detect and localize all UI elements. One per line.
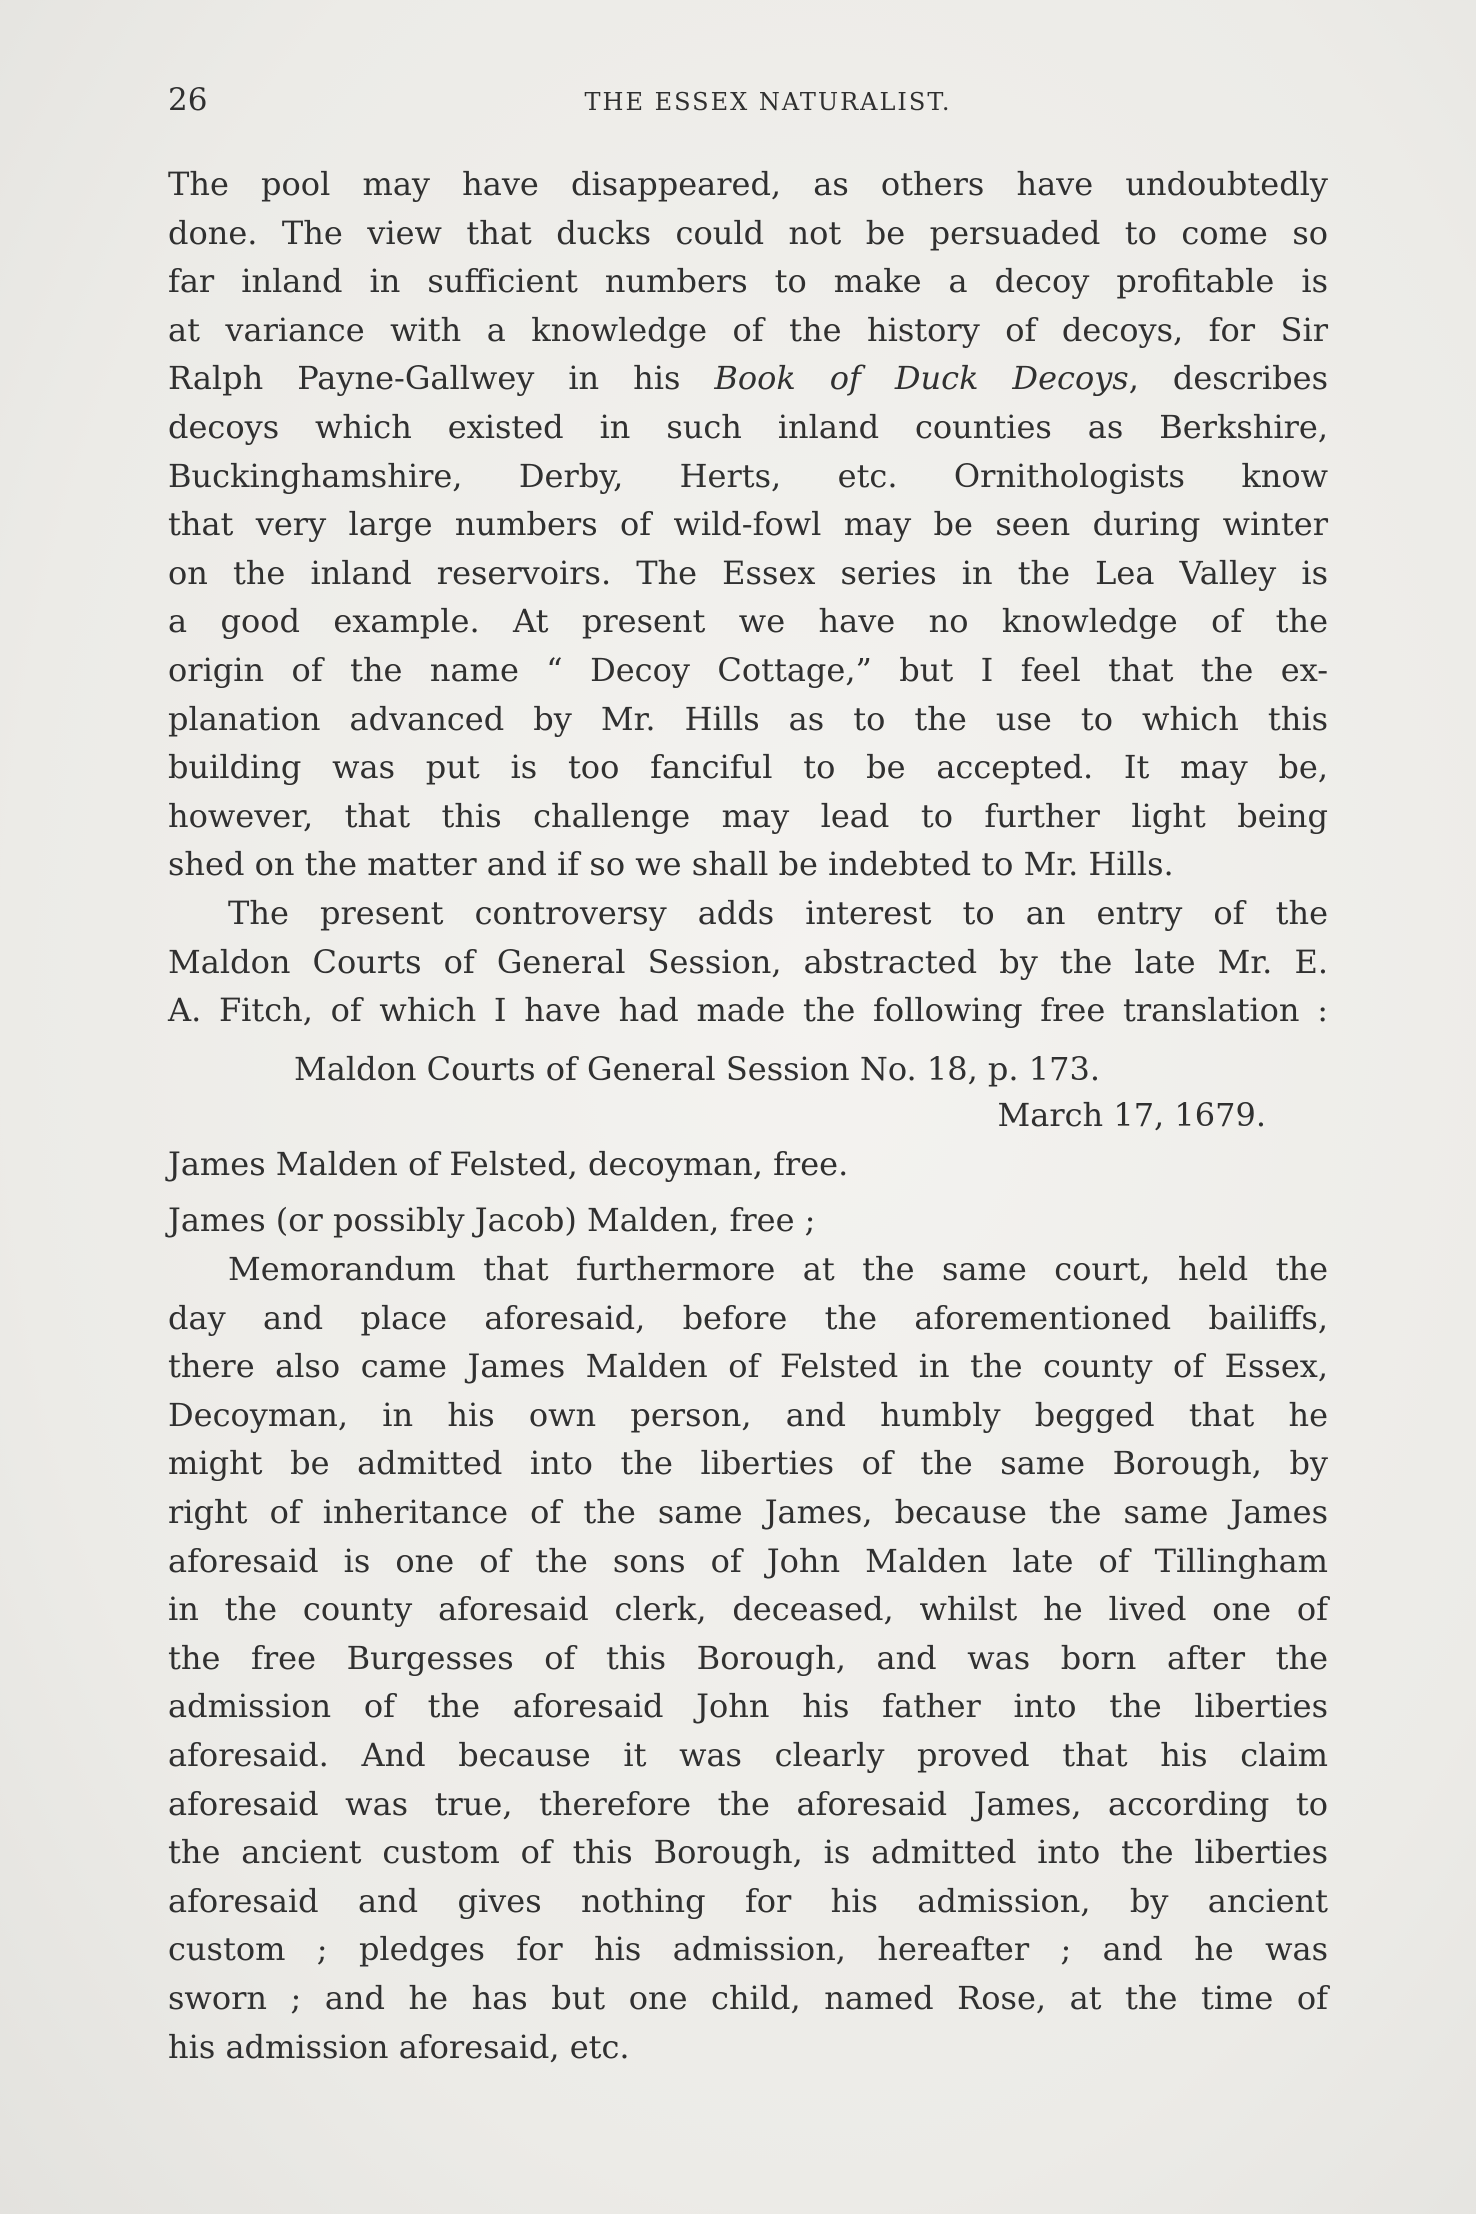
text-line: Buckinghamshire, Derby, Herts, etc. Ornithologists know	[168, 456, 1328, 495]
text-line: Maldon Courts of General Session, abstracted by the late Mr. E.	[168, 942, 1328, 981]
text-line: in the county aforesaid clerk, deceased, whilst he lived one of	[168, 1590, 1328, 1629]
paragraph-1	[168, 160, 1328, 889]
text-line: a good example. At present we have no knowledge of the	[168, 602, 1328, 641]
record-date: March 17, 1679.	[997, 1096, 1266, 1135]
text-line: done. The view that ducks could not be persuaded to come so	[168, 213, 1328, 252]
spacer	[168, 1035, 1328, 1045]
text-line: The present controversy adds interest to an entry of the	[228, 893, 1328, 932]
text-line: admission of the aforesaid John his father into the liberties	[168, 1687, 1328, 1726]
text-line: aforesaid was true, therefore the aforesaid James, according to	[168, 1784, 1328, 1823]
text-line: his admission aforesaid, etc.	[168, 2027, 630, 2066]
text-segment: Ralph Payne-Gallwey in his	[168, 359, 715, 398]
record-entry-1: James Malden of Felsted, decoyman, free.	[168, 1144, 849, 1183]
text-line: aforesaid is one of the sons of John Malden late of Tillingham	[168, 1541, 1328, 1580]
text-line: there also came James Malden of Felsted in the county of Essex,	[168, 1347, 1328, 1386]
record-reference: Maldon Courts of General Session No. 18, p. 173.	[294, 1049, 1100, 1088]
text-line: building was put is too fanciful to be accepted. It may be,	[168, 748, 1328, 787]
text-line: far inland in sufficient numbers to make a decoy profitable is	[168, 262, 1328, 301]
record-entry-2: James (or possibly Jacob) Malden, free ;	[168, 1201, 816, 1240]
spacer	[168, 1188, 1328, 1196]
text-line: sworn ; and he has but one child, named Rose, at the time of	[168, 1978, 1328, 2017]
text-line: however, that this challenge may lead to further light being	[168, 796, 1328, 835]
text-line: might be admitted into the liberties of the same Borough, by	[168, 1444, 1328, 1483]
text-line: at variance with a knowledge of the history of decoys, for Sir	[168, 310, 1328, 349]
text-line: A. Fitch, of which I have had made the following free translation :	[168, 991, 1328, 1030]
paragraph-3	[168, 1245, 1328, 2071]
running-head: THE ESSEX NATURALIST.	[584, 88, 952, 116]
page-number: 26	[168, 82, 208, 118]
paragraph-2	[168, 889, 1328, 1035]
text-line: Memorandum that furthermore at the same court, held the	[228, 1250, 1328, 1289]
text-segment: , describes	[1128, 359, 1329, 398]
page-header	[168, 82, 1328, 126]
text-line: decoys which existed in such inland counties as Berkshire,	[168, 407, 1328, 446]
book-title: Book of Duck Decoys	[714, 359, 1129, 398]
text-line: the ancient custom of this Borough, is admitted into the liberties	[168, 1833, 1328, 1872]
text-line	[168, 354, 1328, 403]
text-line: shed on the matter and if so we shall be indebted to Mr. Hills.	[168, 845, 1174, 884]
text-line: on the inland reservoirs. The Essex series in the Lea Valley is	[168, 553, 1328, 592]
text-line: the free Burgesses of this Borough, and was born after the	[168, 1638, 1328, 1677]
text-line: planation advanced by Mr. Hills as to the use to which this	[168, 699, 1328, 738]
text-line: day and place aforesaid, before the aforementioned bailiffs,	[168, 1298, 1328, 1337]
text-line: The pool may have disappeared, as others have undoubtedly	[168, 165, 1328, 203]
text-line: that very large numbers of wild-fowl may be seen during winter	[168, 505, 1328, 544]
text-line: custom ; pledges for his admission, hereafter ; and he was	[168, 1930, 1328, 1969]
text-line: origin of the name “ Decoy Cottage,” but I feel that the ex-	[168, 650, 1328, 689]
text-line: aforesaid and gives nothing for his admission, by ancient	[168, 1881, 1328, 1920]
text-line: Decoyman, in his own person, and humbly begged that he	[168, 1395, 1328, 1434]
text-line: right of inheritance of the same James, because the same James	[168, 1493, 1328, 1532]
text-line: aforesaid. And because it was clearly proved that his claim	[168, 1736, 1328, 1774]
body-text	[168, 160, 1328, 2071]
